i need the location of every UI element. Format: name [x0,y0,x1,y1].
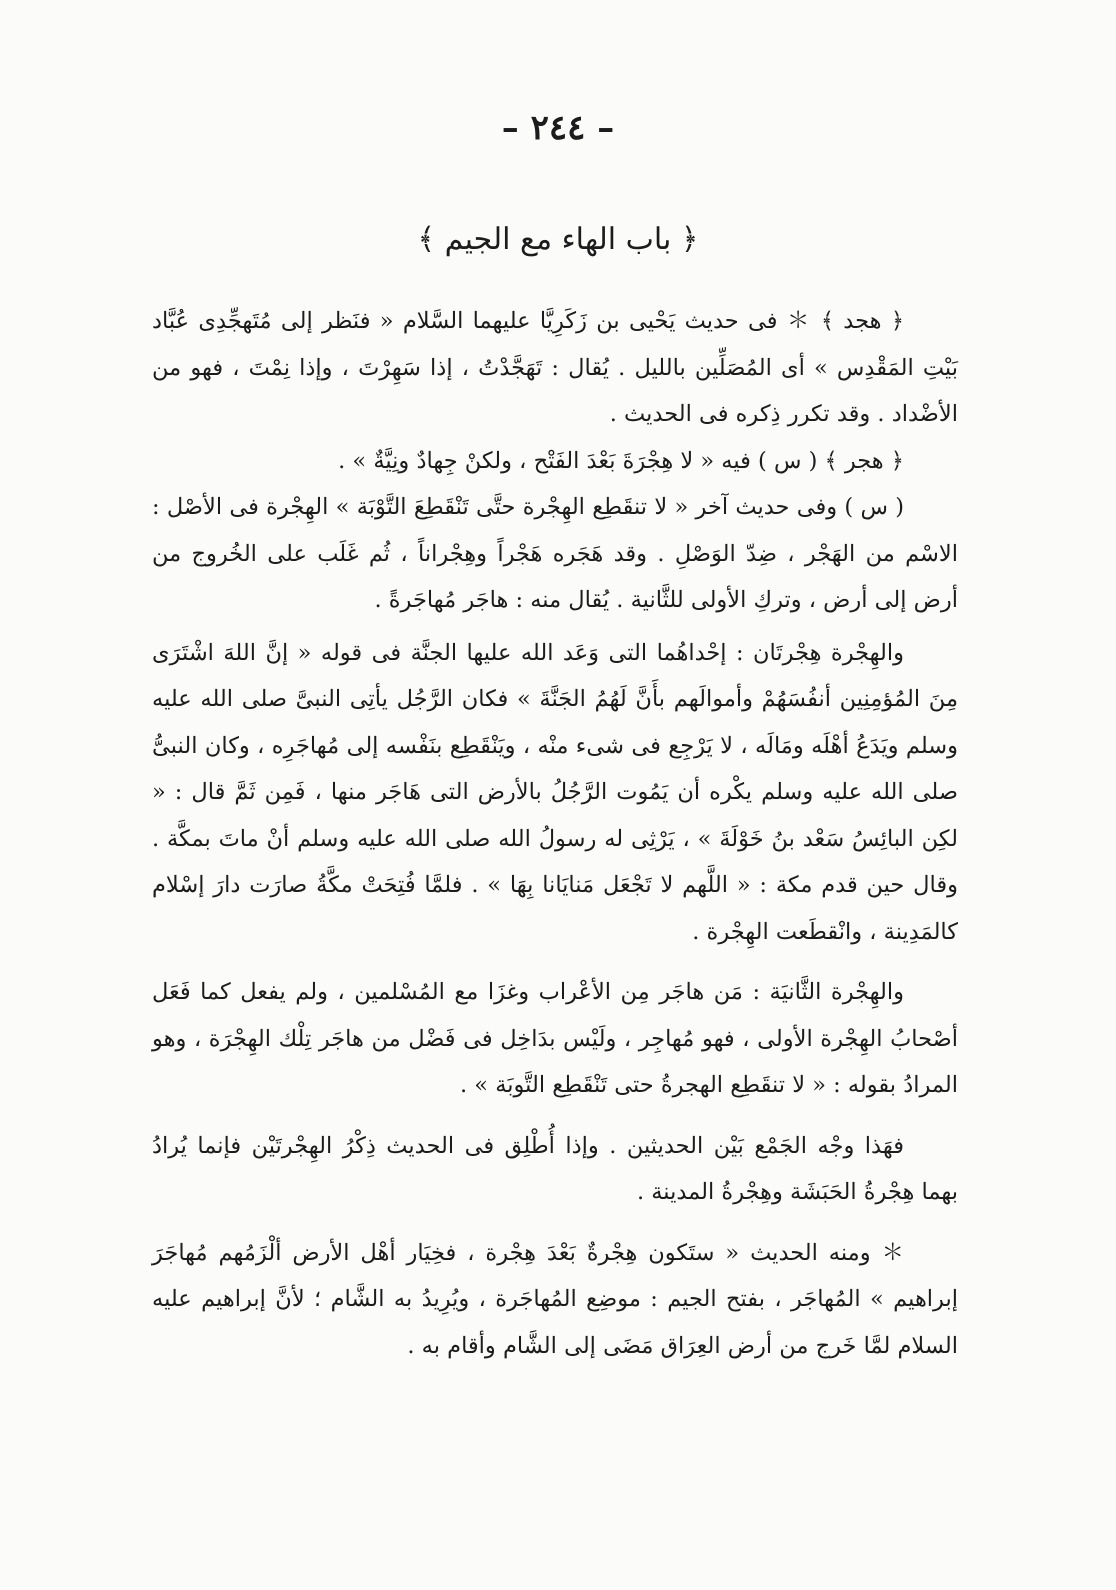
paragraph-two-hijras: والهِجْرة هِجْرتَان : إحْداهُما التى وَعَد الله عليها الجنَّة فى قوله « إنَّ اللهَ اشْتَرَى مِنَ المُؤمِنِين أنفُسَهُمْ وأموالَهم بأَنَّ لَهُمُ الجَنَّةَ » فكان الرَّجُل يأتِى النبىَّ صلى الله عليه وسلم ويَدَعُ أهْلَه ومَالَه ، لا يَرْجِع فى شىء منْه ، ويَنْقَطِع بنَفْسه إلى مُهاجَرِه ، وكان النبىُّ صلى الله عليه وسلم يكْره أن يَمُوت الرَّجُلُ بالأرض التى هَاجَر منها ، فَمِن ثَمَّ قال : « لكِن البائِسُ سَعْد بنُ خَوْلَةَ » ، يَرْثِى له رسولُ الله صلى الله عليه وسلم أنْ ماتَ بمكَّة . وقال حين قدم مكة : « اللَّهم لا تَجْعَل مَنايَانا بِهَا » . فلمَّا فُتِحَتْ مكَّةُ صارَت دارَ إسْلام كالمَدِينة ، وانْقطَعت الهِجْرة . [152,639,958,945]
chapter-title: ﴿ باب الهاء مع الجيم ﴾ [417,222,699,257]
page-number: – ٢٤٤ – [501,108,615,148]
body-text [152,298,958,1369]
paragraph-hijra-definition: ( س ) وفى حديث آخر « لا تنقَطِع الهِجْرة حتَّى تَنْقَطِعَ التَّوْبَة » الهِجْرة فى الأصْل : الاسْم من الهَجْر ، ضِدّ الوَصْلِ . وقد هَجَره هَجْراً وهِجْراناً ، ثُم غَلَب على الخُروج من أرض إلى أرض ، وتركِ الأولى للثَّانية . يُقال منه : هاجَر مُهاجَرةً . [152,494,958,613]
paragraph-second-hijra: والهِجْرة الثَّانيَة : مَن هاجَر مِن الأعْراب وغزَا مع المُسْلمين ، ولم يفعل كما فَعَل أصْحابُ الهِجْرة الأولى ، فهو مُهاجِر ، ولَيْس بدَاخِل فى فَضْل من هاجَر تِلْك الهِجْرَة ، وهو المرادُ بقوله : « لا تنقَطِع الهجرةُ حتى تَنْقَطِع التَّوبَة » . [152,979,958,1098]
paragraph-muhajar-ibrahim: ＊ ومنه الحديث « ستَكون هِجْرةٌ بَعْدَ هِجْرة ، فخِيَار أهْل الأرض ألْزَمُهم مُهاجَرَ إبراهيم » المُهاجَر ، بفتح الجيم : موضِع المُهاجَرة ، ويُرِيدُ به الشَّام ؛ لأنَّ إبراهيم عليه السلام لمَّا خَرج من أرض العِرَاق مَضَى إلى الشَّام وأقام به . [152,1239,958,1359]
paragraph-hjr: ﴿ هجر ﴾ ( س ) فيه « لا هِجْرَةَ بَعْدَ الفَتْح ، ولكنْ جِهادٌ ونِيَّةٌ » . [338,447,904,474]
paragraph-reconciliation: فهَذا وجْه الجَمْع بَيْن الحديثين . وإذا أُطْلِق فى الحديث ذِكْرُ الهِجْرتَيْن فإنما يُرادُ بهما هِجْرةُ الحَبَشَة وهِجْرةُ المدينة . [152,1132,958,1205]
paragraph-hjd: ﴿ هجد ﴾ ＊ فى حديث يَحْيى بن زَكَرِيَّا عليهما السَّلام « فنَظر إلى مُتَهجِّدِى عُبَّاد بَيْتِ المَقْدِس » أى المُصَلِّين بالليل . يُقال : تَهَجَّدْتُ ، إذا سَهِرْتَ ، وإذا نِمْتَ ، فهو من الأضْداد . وقد تكرر ذِكره فى الحديث . [152,308,958,427]
